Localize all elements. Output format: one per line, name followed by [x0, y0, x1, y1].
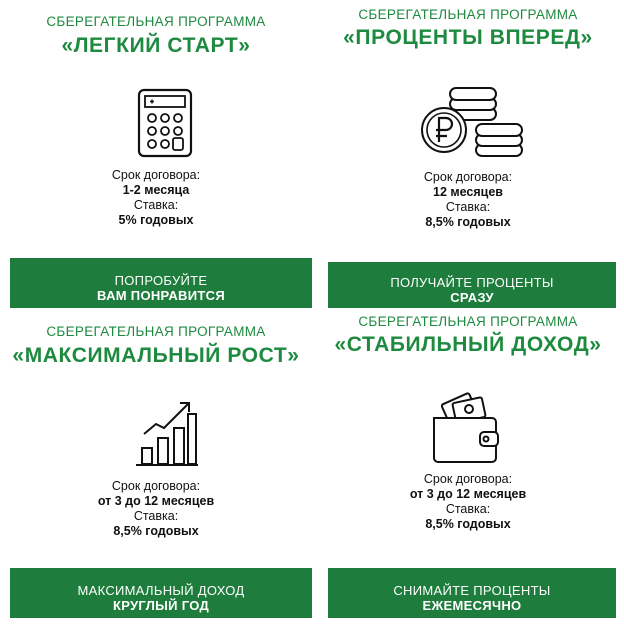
program-eyebrow: СБЕРЕГАТЕЛЬНАЯ ПРОГРАММА	[46, 324, 266, 339]
program-eyebrow: СБЕРЕГАТЕЛЬНАЯ ПРОГРАММА	[358, 314, 578, 329]
program-card-max-growth	[0, 312, 312, 624]
program-terms	[0, 168, 312, 228]
banner-line-2: ЕЖЕМЕСЯЧНО	[422, 598, 522, 613]
rate-value: 8,5% годовых	[425, 517, 511, 531]
program-title: «СТАБИЛЬНЫЙ ДОХОД»	[334, 333, 602, 356]
program-banner-button[interactable]	[10, 258, 312, 308]
program-title: «ЛЕГКИЙ СТАРТ»	[61, 34, 251, 57]
program-banner-button[interactable]	[328, 568, 616, 618]
program-card-interest-ahead	[312, 0, 624, 312]
banner-line-1: СНИМАЙТЕ ПРОЦЕНТЫ	[393, 583, 551, 598]
program-terms	[312, 170, 624, 230]
program-eyebrow: СБЕРЕГАТЕЛЬНАЯ ПРОГРАММА	[358, 7, 578, 22]
term-label: Срок договора:	[423, 170, 513, 184]
rate-label: Ставка:	[133, 509, 179, 523]
banner-line-2: ВАМ ПОНРАВИТСЯ	[97, 288, 225, 303]
term-value: от 3 до 12 месяцев	[409, 487, 527, 501]
term-label: Срок договора:	[111, 479, 201, 493]
wallet-icon	[430, 392, 502, 464]
program-eyebrow: СБЕРЕГАТЕЛЬНАЯ ПРОГРАММА	[46, 14, 266, 29]
program-banner-button[interactable]	[10, 568, 312, 618]
rate-label: Ставка:	[445, 502, 491, 516]
program-terms	[0, 479, 312, 539]
rate-value: 8,5% годовых	[425, 215, 511, 229]
banner-line-2: СРАЗУ	[450, 290, 494, 305]
program-card-stable-income	[312, 312, 624, 624]
term-label: Срок договора:	[111, 168, 201, 182]
program-title: «ПРОЦЕНТЫ ВПЕРЕД»	[343, 26, 593, 49]
program-card-light-start	[0, 0, 312, 312]
growth-chart-icon	[134, 398, 200, 470]
banner-line-1: ПОЛУЧАЙТЕ ПРОЦЕНТЫ	[390, 275, 554, 290]
term-value: 1-2 месяца	[122, 183, 190, 197]
banner-line-2: КРУГЛЫЙ ГОД	[112, 598, 210, 613]
term-value: 12 месяцев	[433, 185, 503, 199]
program-title: «МАКСИМАЛЬНЫЙ РОСТ»	[12, 344, 300, 367]
banner-line-1: ПОПРОБУЙТЕ	[114, 273, 208, 288]
program-terms	[312, 472, 624, 532]
banner-line-1: МАКСИМАЛЬНЫЙ ДОХОД	[77, 583, 245, 598]
term-value: от 3 до 12 месяцев	[97, 494, 215, 508]
rate-label: Ставка:	[445, 200, 491, 214]
rate-value: 5% годовых	[118, 213, 194, 227]
ruble-coins-icon	[420, 84, 524, 160]
program-banner-button[interactable]	[328, 262, 616, 308]
rate-label: Ставка:	[133, 198, 179, 212]
calculator-icon	[137, 88, 193, 158]
rate-value: 8,5% годовых	[113, 524, 199, 538]
term-label: Срок договора:	[423, 472, 513, 486]
